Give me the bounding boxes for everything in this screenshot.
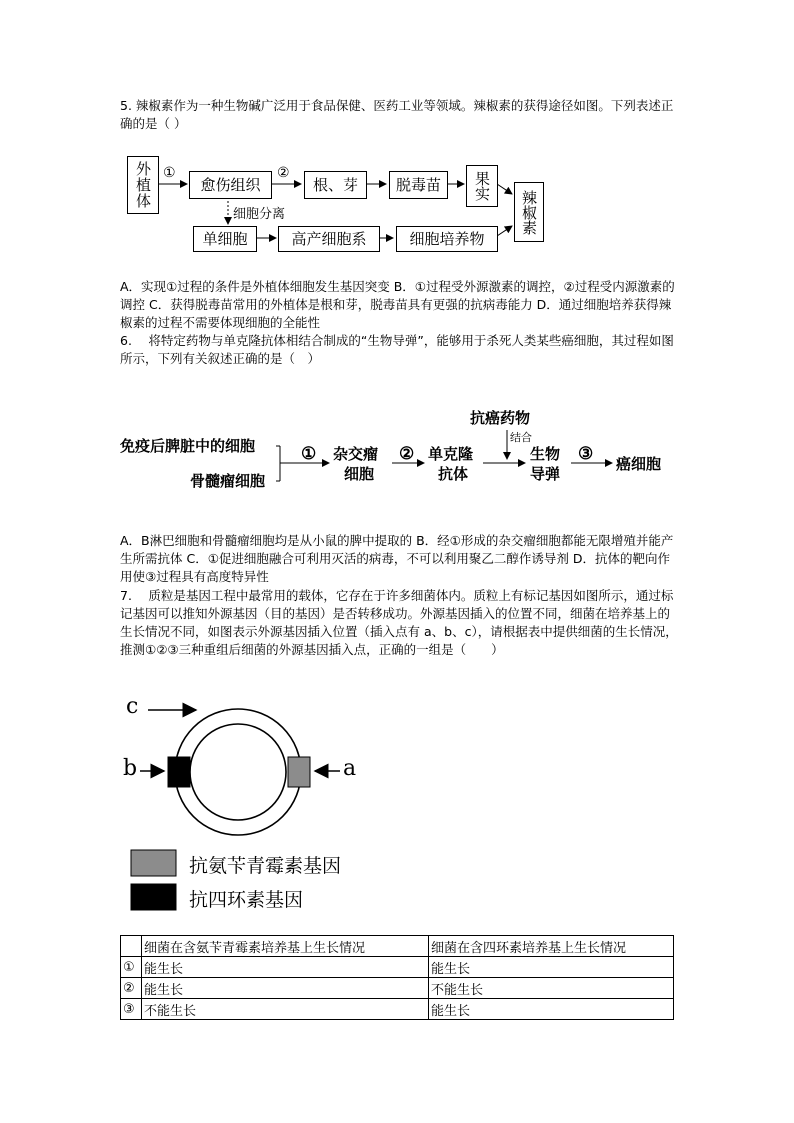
flow-box-fruit: 果实 <box>466 165 498 207</box>
flow-hybridoma-line2: 细胞 <box>344 465 375 483</box>
plasmid-diagram <box>140 709 340 835</box>
table-row <box>121 999 674 1020</box>
table-header-cell <box>121 936 142 957</box>
table-cell: ② <box>121 978 142 999</box>
growth-table <box>120 935 674 1020</box>
flow-anticancer-drug: 抗癌药物 <box>470 409 531 427</box>
table-cell: 能生长 <box>142 957 429 978</box>
legend-swatch-ampicillin <box>131 850 176 876</box>
flow-myeloma-cells: 骨髓瘤细胞 <box>190 472 266 490</box>
q5-options: A．实现①过程的条件是外植体细胞发生基因突变 B．①过程受外源激素的调控，②过程受内源激素的调控 C．获得脱毒苗常用的外植体是根和芽，脱毒苗具有更强的抗病毒能力 D．通过细胞培养获得辣椒素的过程不需要体现细胞的全能性 <box>120 279 675 330</box>
table-cell: ① <box>121 957 142 978</box>
flow-box-capsaicin: 辣椒素 <box>514 182 544 242</box>
flow-mab-line1: 单克隆 <box>428 445 474 463</box>
plasmid-label-c: c <box>126 694 139 719</box>
legend-swatch-tetracycline <box>131 884 176 910</box>
flow-combine-label: 结合 <box>510 431 532 444</box>
ampicillin-gene-segment <box>288 757 310 787</box>
table-row <box>121 978 674 999</box>
flow-missile-line1: 生物 <box>530 445 561 463</box>
table-header-cell: 细菌在含四环素培养基上生长情况 <box>429 936 674 957</box>
flow-box-virus-free: 脱毒苗 <box>389 171 448 199</box>
table-cell: 能生长 <box>429 957 674 978</box>
table-cell: 能生长 <box>142 978 429 999</box>
flow-box-cell-culture: 细胞培养物 <box>396 226 498 252</box>
flow-label-cell-separation: 细胞分离 <box>233 207 286 222</box>
q6-options: A．B淋巴细胞和骨髓瘤细胞均是从小鼠的脾中提取的 B．经①形成的杂交瘤细胞都能无限增殖并能产生所需抗体 C．①促进细胞融合可利用灭活的病毒，不可以利用聚乙二醇作诱导剂 D．抗体的靶向作用使③过程具有高度特异性 <box>120 533 674 584</box>
plasmid-label-b: b <box>123 756 138 781</box>
flow6-step-3: ③ <box>578 444 594 464</box>
q7-stem: 7. 质粒是基因工程中最常用的载体，它存在于许多细菌体内。质粒上有标记基因如图所示，通过标记基因可以推知外源基因（目的基因）是否转移成功。外源基因插入的位置不同，细菌在培养基上的生长情况不同，如图表示外源基因插入位置（插入点有 a、b、c），请根据表中提供细菌的生长情况，推测①②③三种重组后细菌的外源基因插入点，正确的一组是（ ） <box>120 588 678 657</box>
table-cell: 不能生长 <box>142 999 429 1020</box>
legend-tetracycline-text: 抗四环素基因 <box>189 889 304 911</box>
flow-spleen-cells: 免疫后脾脏中的细胞 <box>120 437 256 455</box>
flow-step-1: ① <box>163 165 176 181</box>
table-cell: ③ <box>121 999 142 1020</box>
flow-missile-line2: 导弹 <box>530 465 561 483</box>
flow-box-single-cell: 单细胞 <box>193 226 257 252</box>
flow-box-callus: 愈伤组织 <box>189 171 272 199</box>
flow6-step-2: ② <box>399 444 415 464</box>
q6-stem: 6. 将特定药物与单克隆抗体相结合制成的“生物导弹”，能够用于杀死人类某些癌细胞，其过程如图所示，下列有关叙述正确的是（ ） <box>120 333 674 366</box>
table-header-cell: 细菌在含氨苄青霉素培养基上生长情况 <box>142 936 429 957</box>
flow-cancer-cells: 癌细胞 <box>616 455 662 473</box>
table-cell: 不能生长 <box>429 978 674 999</box>
table-row <box>121 957 674 978</box>
plasmid-label-a: a <box>343 756 357 781</box>
tetracycline-gene-segment <box>168 757 190 787</box>
flow-box-roots-buds: 根、芽 <box>304 171 367 199</box>
flow-box-high-yield: 高产细胞系 <box>278 226 380 252</box>
flow-mab-line2: 抗体 <box>438 465 469 483</box>
flow-box-explant: 外植体 <box>127 156 159 214</box>
flow-hybridoma-line1: 杂交瘤 <box>333 445 379 463</box>
table-header-row <box>121 936 674 957</box>
table-cell: 能生长 <box>429 999 674 1020</box>
q5-stem: 5. 辣椒素作为一种生物碱广泛用于食品保健、医药工业等领域。辣椒素的获得途径如图。下列表述正确的是（ ） <box>120 98 674 131</box>
flow-step-2: ② <box>277 165 290 181</box>
legend-ampicillin-text: 抗氨苄青霉素基因 <box>189 855 342 877</box>
flow6-step-1: ① <box>301 444 317 464</box>
